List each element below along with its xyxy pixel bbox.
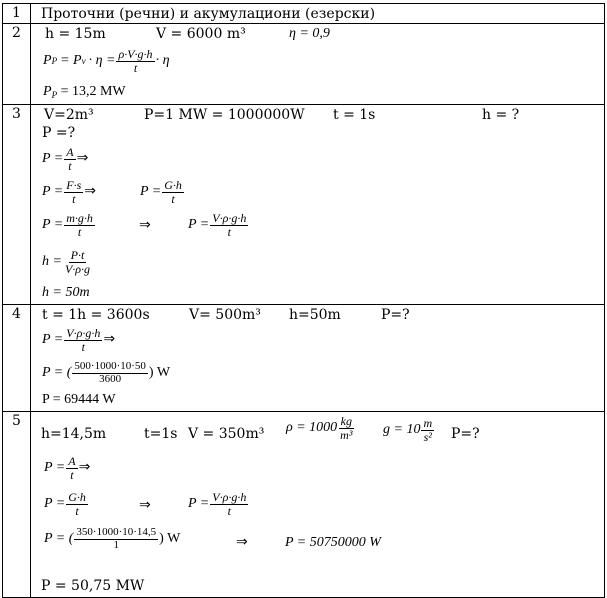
numerator: 500·1000·10·50 <box>74 360 146 372</box>
given-h: h = 15m <box>45 26 106 42</box>
result-sub: P <box>51 90 58 100</box>
formula-line <box>42 146 88 172</box>
result-lhs: P <box>43 84 52 99</box>
denominator: 1 <box>113 538 120 551</box>
given-h: h=14,5m <box>41 426 107 442</box>
given-density <box>286 415 355 441</box>
formula-mid-sub: v <box>81 55 86 66</box>
intermediate-result: P = 50750000 W <box>285 535 381 550</box>
formula-tail: · η <box>155 53 170 69</box>
formula-tail: ) W <box>148 365 171 381</box>
answer-p: P = 50,75 MW <box>41 578 145 594</box>
fraction <box>66 455 77 481</box>
fraction <box>64 146 75 172</box>
answer-h: h = 50m <box>42 285 90 300</box>
problem-cell <box>31 105 605 305</box>
given-h: h=50m <box>289 307 341 323</box>
fraction <box>210 212 248 238</box>
denominator: s² <box>423 429 432 444</box>
formula-mid: = P <box>60 53 82 69</box>
numerator: 350·1000·10·14,5 <box>76 526 157 538</box>
given-time: t=1s <box>144 426 178 442</box>
implies-arrow: ⇒ <box>76 151 89 167</box>
formula-line <box>188 212 249 238</box>
numerator: V·ρ·g·h <box>212 211 247 225</box>
solutions-table <box>2 3 605 598</box>
answer-p: P = 69444 W <box>42 392 116 407</box>
numerator: kg <box>340 414 352 428</box>
row-number: 2 <box>3 24 31 105</box>
numerator: V·ρ·g·h <box>212 490 247 504</box>
numerator: V·ρ·g·h <box>66 326 101 340</box>
fraction <box>74 527 158 551</box>
row-number: 5 <box>3 412 31 598</box>
implies-arrow: ⇒ <box>139 498 151 513</box>
given-efficiency: η = 0,9 <box>289 26 330 41</box>
fraction <box>72 361 148 385</box>
result-value: = 13,2 MW <box>60 84 126 99</box>
gravity-lhs: g = 10 <box>383 422 421 438</box>
denominator: t <box>171 191 175 206</box>
implies-arrow: ⇒ <box>103 332 116 348</box>
numerator: ρ·V·g·h <box>118 47 153 61</box>
formula-lhs: P = ( <box>42 365 72 381</box>
fraction <box>63 249 92 275</box>
fraction <box>116 48 154 74</box>
header-row <box>3 4 605 24</box>
formula-lhs: h = <box>42 254 62 270</box>
numerator: A <box>66 145 74 159</box>
formula-tail: ) W <box>159 531 181 547</box>
formula-lhs: P = <box>188 496 210 512</box>
fraction <box>338 415 354 441</box>
problem-cell <box>31 412 605 598</box>
implies-arrow: ⇒ <box>78 460 91 476</box>
problem-cell <box>31 305 605 412</box>
numerator: P·t <box>70 248 85 262</box>
given-gravity <box>383 417 435 443</box>
implies-arrow: ⇒ <box>84 184 96 200</box>
given-volume: V= 500m³ <box>189 307 261 323</box>
fraction <box>66 491 88 517</box>
numerator: A <box>68 454 76 468</box>
fraction <box>162 179 184 205</box>
fraction <box>64 179 83 205</box>
unknown-h: h = ? <box>482 107 520 123</box>
formula-lhs: P = <box>44 496 66 512</box>
fraction <box>64 212 95 238</box>
formula-line <box>42 212 96 238</box>
formula-line <box>42 179 96 205</box>
formula-line <box>42 361 170 385</box>
table-row <box>3 24 605 105</box>
given-volume: V = 6000 m³ <box>156 26 246 42</box>
denominator: t <box>133 60 138 75</box>
formula-line <box>42 327 115 353</box>
problem-cell <box>31 24 605 105</box>
denominator: t <box>72 191 76 206</box>
table-row <box>3 305 605 412</box>
formula-lhs: P = <box>42 151 64 167</box>
formula-lhs: P = <box>188 217 210 233</box>
numerator: G·h <box>164 178 182 192</box>
formula-lhs: P <box>43 53 52 69</box>
fraction <box>421 417 434 443</box>
formula-line <box>140 179 185 205</box>
formula-lhs-sub: P <box>51 55 58 66</box>
denominator: t <box>70 467 74 482</box>
formula-line <box>44 527 180 551</box>
unknown-p: P =? <box>42 125 76 141</box>
unknown-p: P=? <box>381 307 410 323</box>
row-number: 1 <box>3 4 31 24</box>
given-time: t = 1s <box>333 107 376 123</box>
denominator: t <box>81 339 85 354</box>
implies-arrow: ⇒ <box>236 535 248 550</box>
density-lhs: ρ = 1000 <box>286 420 338 436</box>
denominator: m³ <box>340 427 353 442</box>
formula-line <box>188 491 249 517</box>
formula-lhs: P = <box>42 332 64 348</box>
denominator: t <box>75 503 79 518</box>
numerator: F·s <box>66 178 82 192</box>
unknown-p: P=? <box>451 426 480 442</box>
row-number: 3 <box>3 105 31 305</box>
given-time: t = 1h = 3600s <box>42 307 150 323</box>
implies-arrow: ⇒ <box>139 218 151 233</box>
formula-line <box>42 249 93 275</box>
denominator: t <box>227 224 231 239</box>
table-row <box>3 412 605 598</box>
denominator: V·ρ·g <box>64 261 91 276</box>
formula-lhs: P = <box>44 460 66 476</box>
power-formula <box>43 48 170 74</box>
formula-line <box>44 491 89 517</box>
given-power: P=1 MW = 1000000W <box>144 107 305 123</box>
denominator: t <box>68 158 72 173</box>
numerator: G·h <box>68 490 86 504</box>
result <box>43 85 126 100</box>
fraction <box>64 327 102 353</box>
formula-line <box>44 455 90 481</box>
denominator: t <box>227 503 231 518</box>
table-row <box>3 105 605 305</box>
given-volume: V=2m³ <box>44 107 94 123</box>
denominator: t <box>77 224 82 239</box>
formula-lhs: P = <box>42 184 64 200</box>
numerator: m·g·h <box>66 211 93 225</box>
row-number: 4 <box>3 305 31 412</box>
formula-lhs: P = ( <box>44 531 74 547</box>
formula-eta: · η = <box>88 53 116 69</box>
formula-lhs: P = <box>42 217 64 233</box>
denominator: 3600 <box>99 372 122 385</box>
given-volume: V = 350m³ <box>188 426 265 442</box>
formula-lhs: P = <box>140 184 162 200</box>
numerator: m <box>423 416 433 430</box>
fraction <box>210 491 248 517</box>
table-title: Проточни (речни) и акумулациони (езерски) <box>31 4 605 24</box>
